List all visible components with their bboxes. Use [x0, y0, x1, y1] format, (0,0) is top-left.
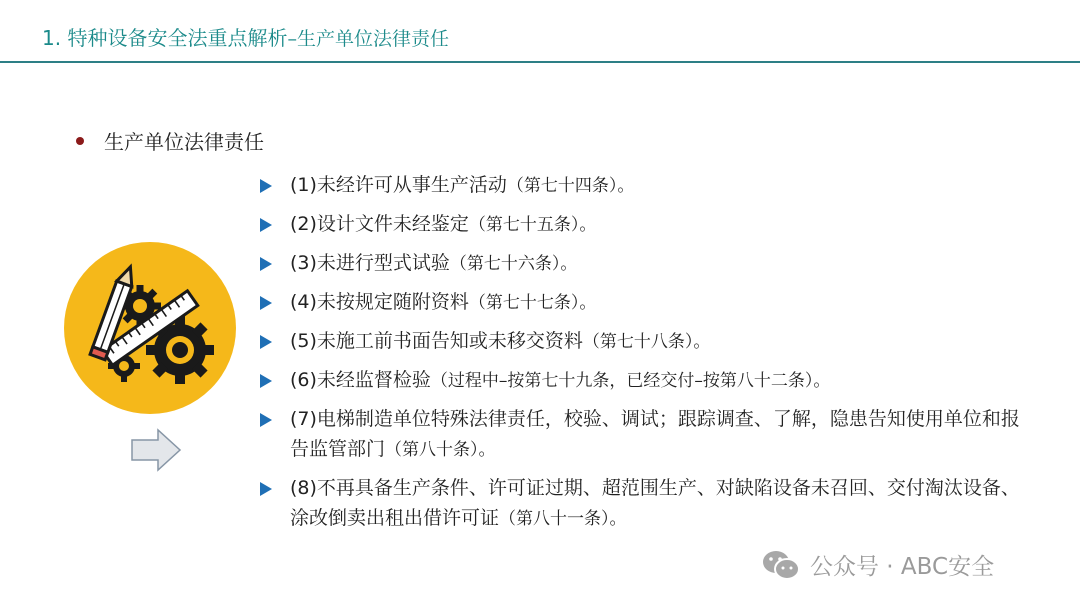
gears-pencil-ruler-icon — [64, 242, 236, 414]
list-item — [260, 209, 1020, 240]
triangle-bullet-icon — [260, 257, 272, 271]
list-item — [260, 404, 1020, 465]
triangle-bullet-icon — [260, 335, 272, 349]
page-title — [42, 22, 449, 51]
list-item — [260, 473, 1020, 534]
right-arrow-icon — [130, 428, 182, 472]
list-item — [260, 287, 1020, 318]
triangle-bullet-icon — [260, 413, 272, 427]
item-reference: （过程中–按第七十九条，已经交付–按第八十二条）。 — [430, 371, 831, 391]
title-main: 1. 特种设备安全法重点解析 — [42, 26, 288, 50]
item-reference: （第七十七条）。 — [468, 293, 597, 313]
triangle-bullet-icon — [260, 296, 272, 310]
triangle-bullet-icon — [260, 218, 272, 232]
item-text: (5)未施工前书面告知或未移交资料 — [290, 330, 583, 352]
item-reference: （第八十一条）。 — [499, 509, 627, 529]
item-text: (4)未按规定随附资料 — [290, 291, 469, 313]
item-text: (1)未经许可从事生产活动 — [290, 174, 507, 196]
item-text: (6)未经监督检验 — [290, 369, 431, 391]
section-heading — [76, 126, 264, 155]
triangle-bullet-icon — [260, 482, 272, 496]
item-reference: （第七十八条）。 — [582, 332, 711, 352]
list-item — [260, 365, 1020, 396]
section-heading-text: 生产单位法律责任 — [104, 130, 264, 154]
list-item — [260, 326, 1020, 357]
watermark-text: 公众号 · ABC安全 — [810, 554, 995, 580]
watermark — [762, 548, 994, 581]
title-subtitle: –生产单位法律责任 — [287, 28, 449, 50]
responsibility-list — [260, 170, 1020, 542]
item-text: (2)设计文件未经鉴定 — [290, 213, 469, 235]
triangle-bullet-icon — [260, 374, 272, 388]
header-divider — [0, 61, 1080, 63]
triangle-bullet-icon — [260, 179, 272, 193]
item-reference: （第七十四条）。 — [506, 176, 635, 196]
item-text: (7)电梯制造单位特殊法律责任，校验、调试；跟踪调查、了解，隐患告知使用单位和报告监管部门 — [290, 408, 1020, 460]
item-text: (8)不再具备生产条件、许可证过期、超范围生产、对缺陷设备未召回、交付淘汰设备、涂改倒卖出租出借许可证 — [290, 477, 1020, 529]
list-item — [260, 170, 1020, 201]
item-reference: （第七十五条）。 — [468, 215, 597, 235]
wechat-icon — [762, 549, 800, 581]
item-reference: （第八十条）。 — [385, 440, 496, 460]
list-item — [260, 248, 1020, 279]
item-text: (3)未进行型式试验 — [290, 252, 450, 274]
item-reference: （第七十六条）。 — [449, 254, 578, 274]
section-bullet-icon — [76, 137, 84, 145]
